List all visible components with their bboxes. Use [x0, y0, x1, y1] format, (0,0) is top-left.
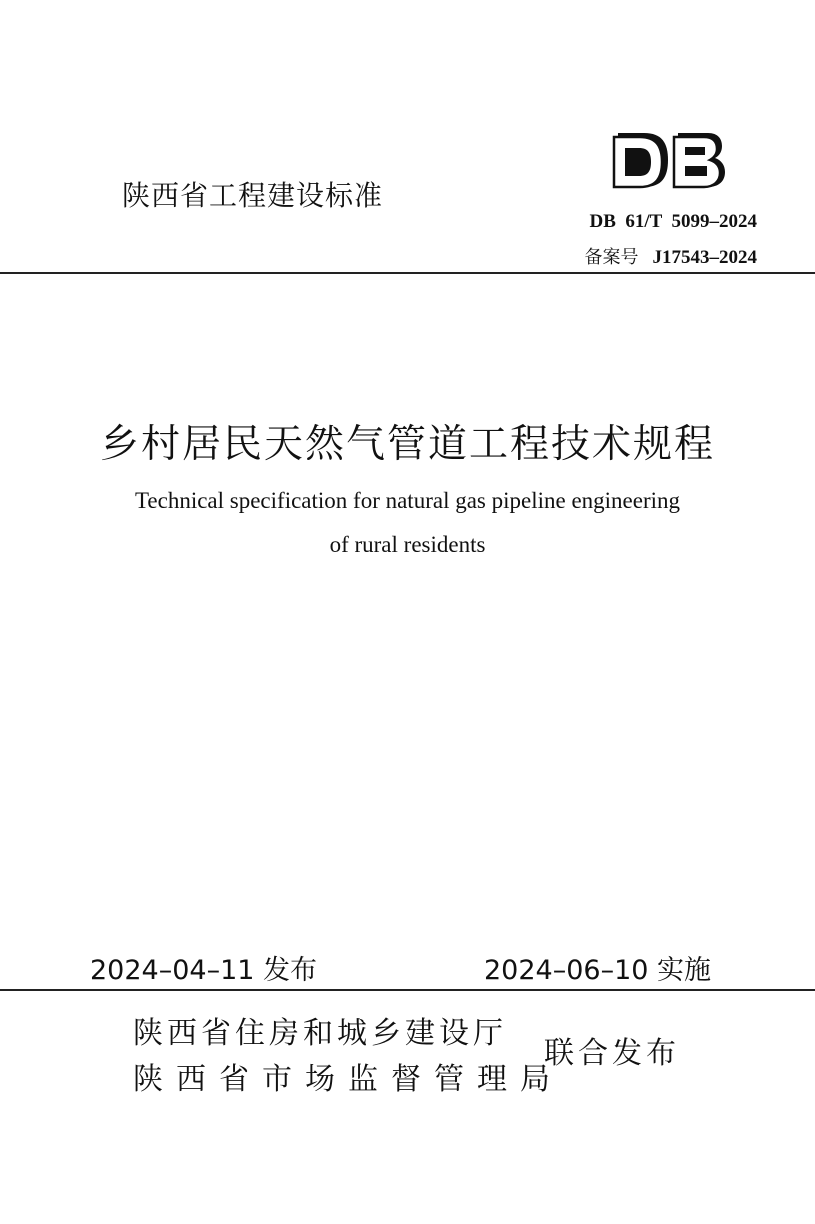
joint-issue-label: 联合发布 [544, 1036, 680, 1071]
record-info [585, 243, 758, 269]
document-title-english-line2: of rural residents [329, 532, 486, 557]
bottom-divider [0, 989, 815, 991]
standard-number: DB 61/T 5099–2024 [589, 211, 757, 232]
issuer-market-regulation: 陕西省市场监督管理局 [133, 1062, 563, 1097]
effective-date: 2024–06–10 实施 [484, 955, 712, 986]
db-logo [612, 131, 726, 189]
document-title-english-line1: Technical specification for natural gas pipeline engineering [134, 488, 681, 513]
publish-date: 2024–04–11 发布 [90, 955, 318, 986]
standard-category: 陕西省工程建设标准 [122, 179, 384, 212]
document-title-chinese: 乡村居民天然气管道工程技术规程 [99, 423, 715, 466]
issuer-housing-department: 陕西省住房和城乡建设厅 [133, 1016, 507, 1051]
top-divider [0, 272, 815, 274]
record-number: J17543–2024 [652, 247, 757, 268]
record-label: 备案号 [584, 247, 639, 268]
